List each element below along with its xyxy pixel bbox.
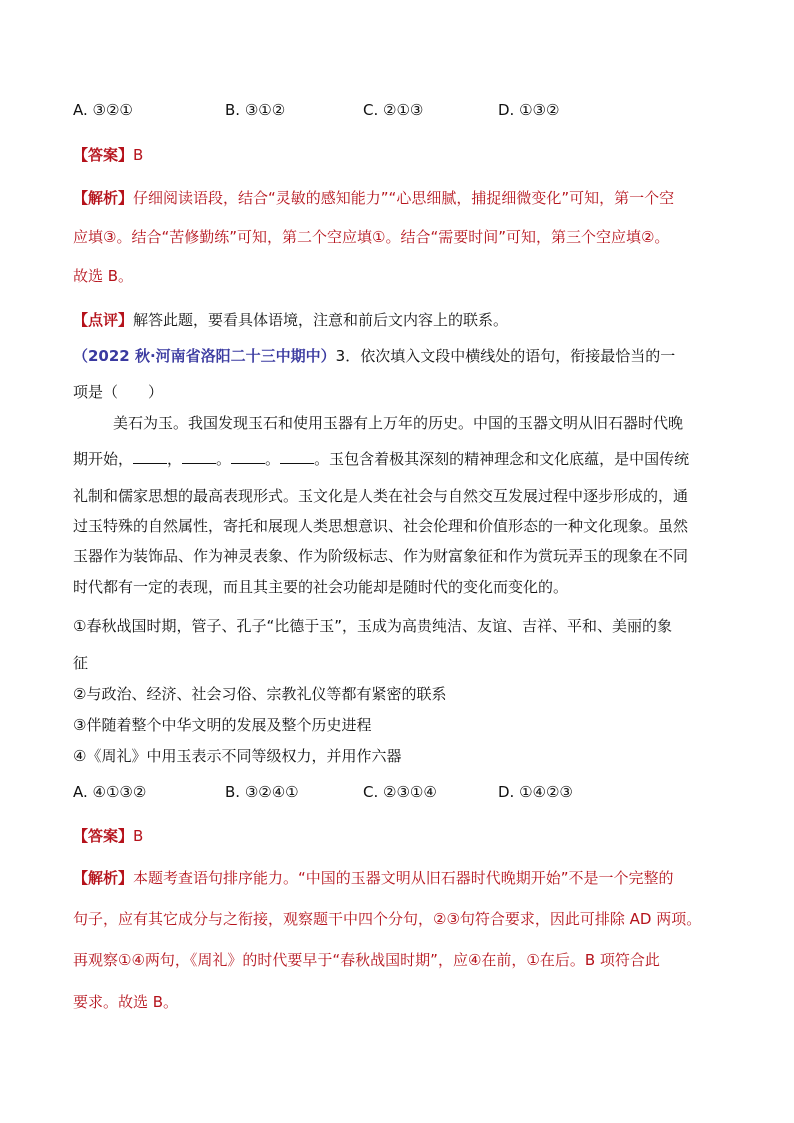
q2-analysis-line-1: 【解析】仔细阅读语段，结合“灵敏的感知能力”“心思细腻，捕捉细微变化”可知，第一个空	[73, 189, 675, 207]
q3-option-d: D. ①④②③	[498, 783, 573, 801]
q3-option-c: C. ②③①④	[363, 783, 437, 801]
q2-options	[73, 100, 723, 120]
blank-4	[280, 449, 314, 464]
blank-3	[231, 449, 265, 464]
passage-line-4: 过玉特殊的自然属性，寄托和展现人类思想意识、社会伦理和价值形态的一种文化现象。虽然	[73, 517, 689, 535]
q3-option-a: A. ④①③②	[73, 783, 147, 801]
passage-line-1: 美石为玉。我国发现玉石和使用玉器有上万年的历史。中国的玉器文明从旧石器时代晚	[113, 414, 684, 432]
item-2: ②与政治、经济、社会习俗、宗教礼仪等都有紧密的联系	[73, 685, 447, 703]
item-4: ④《周礼》中用玉表示不同等级权力，并用作六器	[73, 747, 402, 765]
q2-answer	[73, 145, 723, 165]
q3-option-b: B. ③②④①	[225, 783, 299, 801]
blank-1	[133, 449, 167, 464]
q2-comment: 【点评】解答此题，要看具体语境，注意和前后文内容上的联系。	[73, 311, 509, 329]
q2-option-d: D. ①③②	[498, 101, 560, 119]
q3-answer	[73, 826, 723, 846]
item-1-line-1: ①春秋战国时期，管子、孔子“比德于玉”，玉成为高贵纯洁、友谊、吉祥、平和、美丽的象	[73, 617, 672, 635]
q3-options	[73, 782, 723, 802]
passage-line-6: 时代都有一定的表现，而且其主要的社会功能却是随时代的变化而变化的。	[73, 578, 569, 596]
passage-line-5: 玉器作为装饰品、作为神灵表象、作为阶级标志、作为财富象征和作为赏玩弄玉的现象在不同	[73, 547, 689, 565]
passage-line-3: 礼制和儒家思想的最高表现形式。玉文化是人类在社会与自然交互发展过程中逐步形成的，通	[73, 487, 689, 505]
q3-analysis-line-2: 句子，应有其它成分与之衔接，观察题干中四个分句，②③句符合要求，因此可排除 AD 两项。	[73, 910, 702, 928]
q2-analysis-line-2: 应填③。结合“苦修勤练”可知，第二个空应填①。结合“需要时间”可知，第三个空应填②。	[73, 228, 670, 246]
answer-value: B	[133, 146, 144, 164]
answer-tag: 【答案】	[73, 827, 134, 845]
answer-tag: 【答案】	[73, 146, 134, 164]
q2-option-a: A. ③②①	[73, 101, 133, 119]
q3-stem-line-1: （2022 秋·河南省洛阳二十三中期中）3．依次填入文段中横线处的语句，衔接最恰当的一	[73, 347, 676, 365]
analysis-tag: 【解析】	[73, 189, 134, 207]
q3-source: （2022 秋·河南省洛阳二十三中期中）	[73, 347, 336, 365]
passage-line-2: 期开始， ， 。 。 。玉包含着极其深刻的精神理念和文化底蕴，是中国传统	[73, 450, 690, 468]
q3-analysis-line-4: 要求。故选 B。	[73, 993, 179, 1011]
q3-stem-line-2: 项是（ ）	[73, 383, 164, 401]
q3-analysis-line-1: 【解析】本题考查语句排序能力。“中国的玉器文明从旧石器时代晚期开始”不是一个完整的	[73, 869, 674, 887]
comment-tag: 【点评】	[73, 311, 134, 329]
answer-value: B	[133, 827, 144, 845]
blank-2	[182, 449, 216, 464]
q2-analysis-line-3: 故选 B。	[73, 267, 134, 285]
q3-analysis-line-3: 再观察①④两句，《周礼》的时代要早于“春秋战国时期”，应④在前，①在后。B 项符合此	[73, 951, 660, 969]
q2-option-b: B. ③①②	[225, 101, 286, 119]
item-1-line-2: 征	[73, 654, 89, 672]
q2-option-c: C. ②①③	[363, 101, 424, 119]
analysis-tag: 【解析】	[73, 869, 134, 887]
item-3: ③伴随着整个中华文明的发展及整个历史进程	[73, 716, 372, 734]
